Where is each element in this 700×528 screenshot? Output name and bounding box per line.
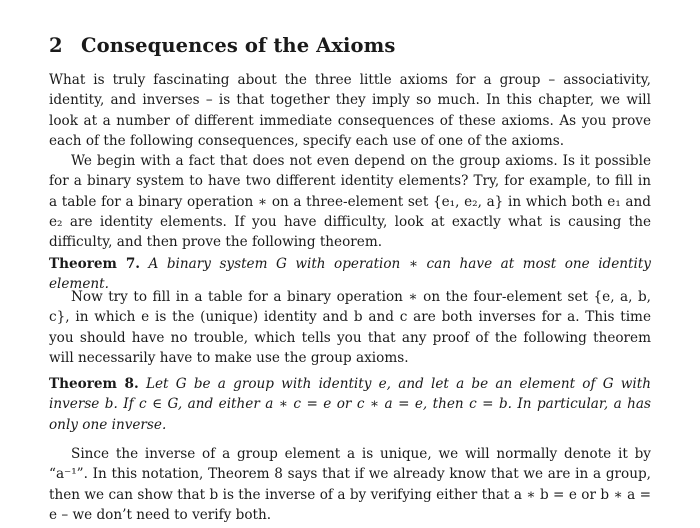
paragraph-identity-question: We begin with a fact that does not even depend on the group axioms. Is it possible for a binary system to have two different identity elements? Try, for example, to fill in a table for a binary operation ∗ on a three-element set {e₁, e₂, a} in which both e₁ and e₂ are identity elements. If you have difficulty, look at exactly what is causing the difficulty, and then prove the following theorem.: [49, 153, 651, 251]
theorem-8: [49, 374, 651, 435]
paragraph-inverse-notation: Since the inverse of a group element a is unique, we will normally denote it by “a⁻¹”. In this notation, Theorem 8 says that if we already know that we are in a group, then we can show that b is the inverse of a by verifying either that a ∗ b = e or b ∗ a = e – we don’t need to verify both.: [49, 446, 651, 523]
section-number: 2: [49, 34, 63, 57]
theorem-8-statement: Let G be a group with identity e, and let a be an element of G with inverse b. If c ∈ G, and either a ∗ c = e or c ∗ a = e, then c = b. In particular, a has only one inverse.: [49, 376, 651, 433]
paragraph-intro: What is truly fascinating about the three little axioms for a group – associativity, identity, and inverses – is that together they imply so much. In this chapter, we will look at a number of different immediate consequences of these axioms. As you prove each of the following consequences, specify each use of one of the axioms.: [49, 72, 651, 149]
section-title: Consequences of the Axioms: [81, 34, 396, 57]
section-heading: [49, 34, 395, 57]
theorem-7-label: Theorem 7.: [49, 256, 141, 272]
paragraph-four-element-set: Now try to fill in a table for a binary operation ∗ on the four-element set {e, a, b, c}, in which e is the (unique) identity and b and c are both inverses for a. This time you should have no trouble, which tells you that any proof of the following theorem will necessarily have to make use the group axioms.: [49, 289, 651, 366]
theorem-8-label: Theorem 8.: [49, 376, 139, 392]
theorem-7-statement: A binary system G with operation ∗ can have at most one identity element.: [49, 256, 651, 293]
